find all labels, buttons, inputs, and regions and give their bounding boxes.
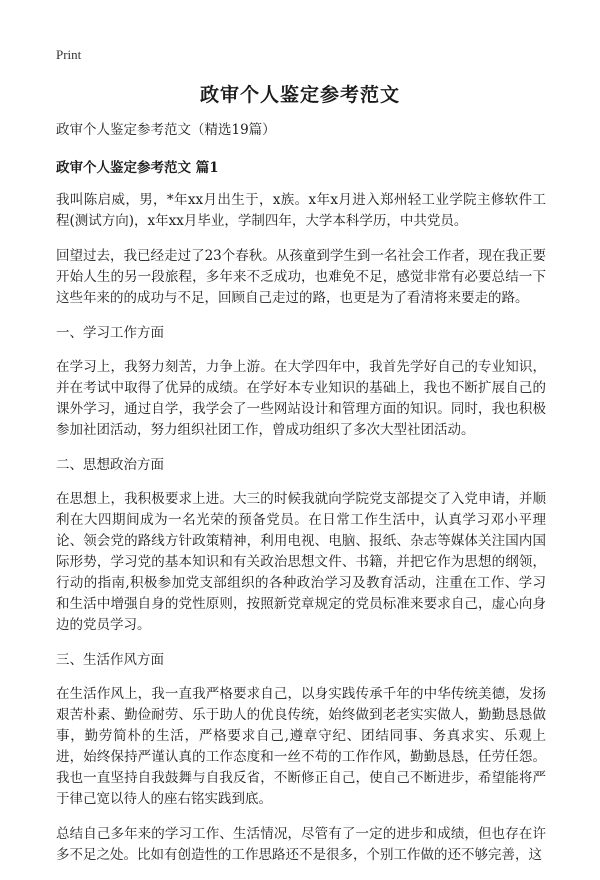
section-heading: 政审个人鉴定参考范文 篇1 xyxy=(56,160,219,176)
paragraph-summary: 总结自己多年来的学习工作、生活情况，尽管有了一定的进步和成绩，但也存在许多不足之处。比如有创造性的工作思路还不是很多，个别工作做的还不够完善，这 xyxy=(56,826,546,863)
paragraph-political: 在思想上，我积极要求上进。大三的时候我就向学院党支部提交了入党申请，并顺利在大四期间成为一名光荣的预备党员。在日常工作生活中，认真学习邓小平理论、领会党的路线方针政策精神，利用电视、电脑、报纸、杂志等媒体关注国内国际形势，学习党的基本知识和有关政治思想文件、书籍，并把它作为思想的纲领，行动的指南,积极参加党支部组织的各种政治学习及教育活动，注重在工作、学习和生活中增强自身的党性原则，按照新党章规定的党员标准来要求自己，虚心向身边的党员学习。 xyxy=(56,491,546,633)
paragraph-review: 回望过去，我已经走过了23个春秋。从孩童到学生到一名社会工作者，现在我正要开始人生的另一段旅程，多年来不乏成功，也难免不足，感觉非常有必要总结一下这些年来的的成功与不足，回顾自己走过的路，也更是为了看清将来要走的路。 xyxy=(56,248,546,306)
subheading-lifestyle: 三、生活作风方面 xyxy=(56,652,164,668)
subheading-study-work: 一、学习工作方面 xyxy=(56,325,164,341)
document-subtitle: 政审个人鉴定参考范文（精选19篇） xyxy=(56,122,276,138)
paragraph-intro: 我叫陈启威，男，*年xx月出生于，x族。x年x月进入郑州轻工业学院主修软件工程(测试方向)，x年xx月毕业，学制四年，大学本科学历，中共党员。 xyxy=(56,192,546,229)
paragraph-lifestyle: 在生活作风上，我一直我严格要求自己，以身实践传承千年的中华传统美德，发扬艰苦朴素、勤俭耐劳、乐于助人的优良传统，始终做到老老实实做人，勤勤恳恳做事，勤劳简朴的生活，严格要求自己,遵章守纪、团结同事、务真求实、乐观上进，始终保持严谨认真的工作态度和一丝不苟的工作作风，勤勤恳恳，任劳任怨。我也一直坚持自我鼓舞与自我反省，不断修正自己，使自己不断进步，希望能将严于律己宽以待人的座右铭实践到底。 xyxy=(56,686,546,807)
paragraph-study-work: 在学习上，我努力刻苦，力争上游。在大学四年中，我首先学好自己的专业知识，并在考试中取得了优异的成绩。在学好本专业知识的基础上，我也不断扩展自己的课外学习，通过自学，我学会了一些网站设计和管理方面的知识。同时，我也积极参加社团活动，努力组织社团工作，曾成功组织了多次大型社团活动。 xyxy=(56,359,546,438)
print-label: Print xyxy=(56,47,82,62)
document-body xyxy=(56,120,546,880)
subheading-political: 二、思想政治方面 xyxy=(56,457,164,473)
document-title: 政审个人鉴定参考范文 xyxy=(199,84,400,106)
